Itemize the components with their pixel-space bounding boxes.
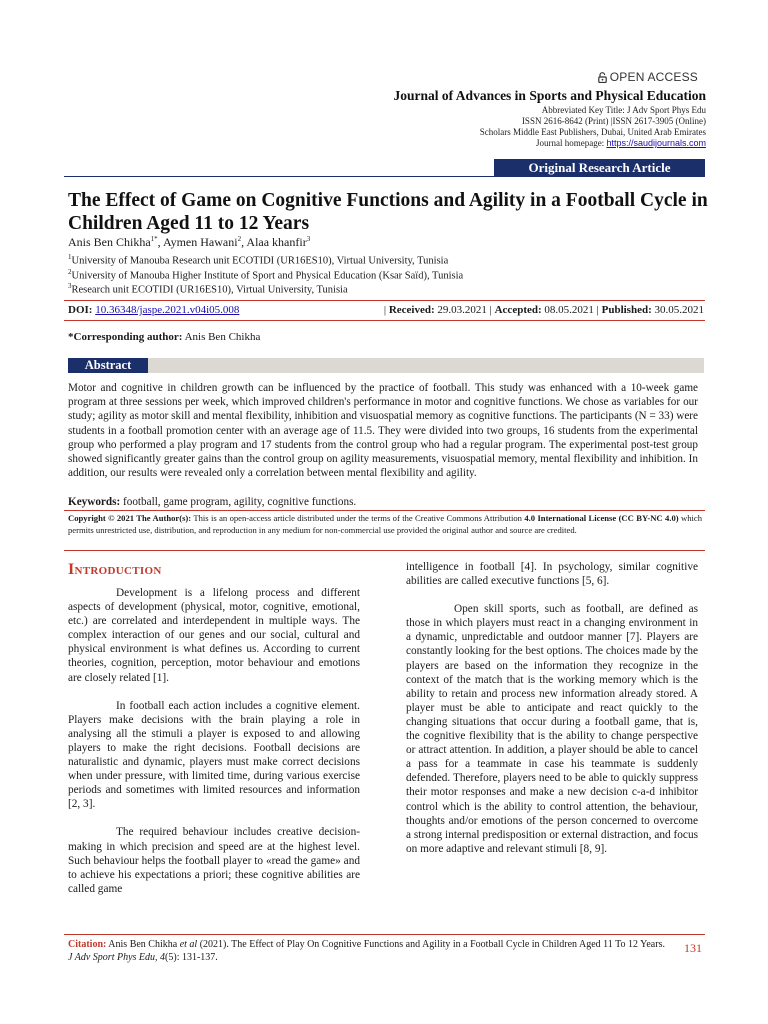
copyright-text-2: which permits unrestricted use, distribution, and reproduction in any medium for non-commercial use provided the original author and source are credited. — [68, 513, 702, 535]
journal-homepage — [536, 138, 706, 148]
keywords — [68, 496, 698, 508]
body-paragraph: Development is a lifelong process and different aspects of development (physical, motor, cognitive, emotional, etc.) are correlated and interdependent in multiple ways. The complex interaction of our genes and our social, cultural and physical environment is what defines us. According to current theories, cognition, perception, motor behaviour and emotions are closely related [1]. — [68, 587, 360, 684]
copyright-divider-bottom — [64, 550, 705, 551]
citation-journal: J Adv Sport Phys Edu, 4 — [68, 951, 166, 963]
keywords-label: Keywords: — [68, 496, 121, 508]
doi-link[interactable]: 10.36348/jaspe.2021.v04i05.008 — [95, 304, 240, 316]
doi-divider-top — [64, 300, 705, 301]
citation-authors: Anis Ben Chikha — [108, 939, 178, 950]
affiliation — [68, 253, 448, 267]
doi-divider-bottom — [64, 320, 705, 321]
page-number: 131 — [684, 941, 702, 955]
copyright-divider-top — [64, 510, 705, 511]
affiliation-text: Research unit ECOTIDI (UR16ES10), Virtual University, Tunisia — [71, 284, 348, 296]
author-superscript: 3 — [306, 235, 311, 243]
doi-block — [68, 304, 239, 316]
received-date: 29.03.2021 — [437, 304, 487, 316]
accepted-label: Accepted: — [494, 304, 542, 316]
body-paragraph: intelligence in football [4]. In psychology, similar cognitive abilities are called executive functions [5, 6]. — [406, 561, 698, 588]
copyright-text: This is an open-access article distributed under the terms of the Creative Commons Attribution — [193, 513, 522, 523]
affiliation-superscript: 2 — [68, 268, 72, 276]
author-superscript: 2 — [237, 235, 242, 243]
article-title: The Effect of Game on Cognitive Functions and Agility in a Football Cycle in Children Aged 11 to 12 Years — [68, 190, 708, 234]
open-access-badge — [598, 70, 698, 84]
published-label: Published: — [601, 304, 652, 316]
body-column-right — [406, 560, 698, 870]
keywords-text: football, game program, agility, cognitive functions. — [123, 496, 357, 508]
issn-line: ISSN 2616-8642 (Print) |ISSN 2617-3905 (Online) — [521, 116, 706, 126]
citation-issue: (5): 131-137. — [165, 951, 218, 963]
abstract-text: Motor and cognitive in children growth can be influenced by the practice of football. This study was enhanced with a 10-week game program at three sessions per week, which improved children's performance in motor and cognitive functions. We chose as variables for our study; agility as motor skill and mental flexibility, inhibition and visuospatial memory as cognitive functions. The participants (N = 33) were students in a football promotion center with an average age of 11.5. They were divided into two groups, 16 students from the experimental group who performed a play program and 17 students from the control group who had a regular program. The experimental post-test group showed significantly greater gains than the control group on agility measurements, visuospatial memory, mental flexibility and inhibition. In addition, our results were revealed only a correlation between mental flexibility and agility. — [68, 382, 698, 480]
affiliation-superscript: 1 — [68, 253, 72, 261]
citation-label: Citation: — [68, 939, 107, 950]
homepage-link[interactable]: https://saudijournals.com — [606, 138, 706, 148]
affiliation — [68, 282, 348, 296]
body-paragraph: In football each action includes a cognitive element. Players make decisions with the brain playing a role in analysing all the stimuli a player is exposed to and allowing players to make the right decisions. Football decisions are naturalistic and dynamic, players must make correct decisions when under pressure, with limited time, during various exercise periods and sometimes with limited resources and information [2, 3]. — [68, 699, 360, 811]
author-name: Aymen Hawani — [163, 235, 238, 249]
citation — [68, 939, 668, 964]
author-name: Anis Ben Chikha — [68, 235, 151, 249]
header-divider — [64, 176, 705, 177]
license-name: 4.0 International License (CC BY-NC 4.0) — [524, 513, 679, 523]
accepted-date: 08.05.2021 — [544, 304, 594, 316]
body-paragraph: Open skill sports, such as football, are defined as those in which players must react in a changing environment in a dynamic, unpredictable and outdoor manner [7]. Players are constantly looking for the best options. The choices made by the players are based on the information they recognize in the context of the match that is the working memory which is the ability to retain and process new information already stored. A player must be able to anticipate and react quickly to the changing situations that occur during a football game, that is, the cognitive flexibility that is the ability to change perspective or attract attention. In addition, a player should be able to cancel a pass for a teammate in case his teammate is suddenly defended. Therefore, players need to be able to quickly suppress their motor responses and make a new decision c-a-d inhibitor control which is the ability to control attention, the behaviour, thoughts and/or emotions of the person concerned to overcome a strong internal predisposition or external distraction, and focus on more adaptive and relevant stimuli [8, 9]. — [406, 603, 698, 855]
author-name: Alaa khanfir — [246, 235, 307, 249]
body-column-left — [68, 560, 360, 910]
abbreviated-title: Abbreviated Key Title: J Adv Sport Phys Edu — [541, 105, 706, 115]
doi-label: DOI: — [68, 304, 93, 316]
corresponding-name: Anis Ben Chikha — [184, 331, 261, 343]
article-type-banner: Original Research Article — [494, 159, 705, 176]
affiliation-text: University of Manouba Research unit ECOTIDI (UR16ES10), Virtual University, Tunisia — [71, 255, 449, 267]
citation-etal: et al — [179, 939, 198, 950]
citation-text: (2021). The Effect of Play On Cognitive Functions and Agility in a Football Cycle in Children Aged 11 To 12 Years. — [199, 939, 665, 950]
author-list: Anis Ben Chikha$^{1*}$, Aymen Hawani$^2$, Alaa khanfir$^3$ — [68, 235, 311, 249]
copyright-label: Copyright © 2021 The Author(s): — [68, 513, 192, 523]
received-label: Received: — [388, 304, 435, 316]
footer-divider — [64, 934, 705, 935]
affiliation-text: University of Manouba Higher Institute of Sport and Physical Education (Ksar Saïd), Tunisia — [71, 270, 464, 282]
corresponding-author — [68, 331, 260, 343]
copyright-notice — [68, 513, 702, 536]
dates-block: | Received: 29.03.2021 | Accepted: 08.05.2021 | Published: 30.05.2021 — [383, 304, 704, 316]
publisher-line: Scholars Middle East Publishers, Dubai, United Arab Emirates — [479, 127, 706, 137]
corresponding-label: *Corresponding author: — [68, 331, 183, 343]
homepage-label: Journal homepage: — [535, 138, 607, 148]
journal-title: Journal of Advances in Sports and Physical Education — [393, 88, 706, 103]
open-access-label: OPEN ACCESS — [609, 70, 698, 84]
affiliation — [68, 268, 463, 282]
open-lock-icon — [598, 72, 607, 83]
author-superscript: 1* — [150, 235, 158, 243]
doi-dates-row — [68, 304, 704, 316]
affiliation-superscript: 3 — [68, 282, 72, 290]
section-heading-introduction: Introduction — [68, 561, 162, 578]
abstract-heading: Abstract — [68, 358, 148, 373]
published-date: 30.05.2021 — [654, 304, 704, 316]
body-paragraph: The required behaviour includes creative decision-making in which precision and speed are at the highest level. Such behaviour helps the football player to «read the game» and to achieve his expectations a priori; these cognitive abilities are called game — [68, 826, 360, 895]
abstract-bar — [68, 358, 704, 373]
